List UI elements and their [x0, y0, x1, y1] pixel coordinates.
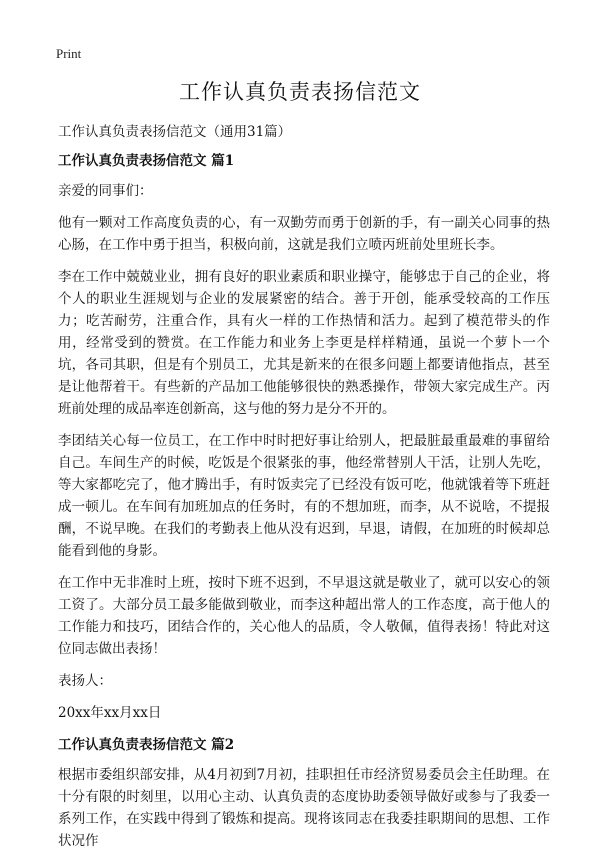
signoff: 表扬人：: [58, 673, 112, 689]
paragraph: 他有一颗对工作高度负责的心，有一双勤劳而勇于创新的手，有一副关心同事的热心肠，在工作中勇于担当，积极向前，这就是我们立喷丙班前处里班长李。: [58, 215, 550, 253]
page-title: 工作认真负责表扬信范文: [179, 80, 421, 104]
paragraph: 李在工作中兢兢业业，拥有良好的职业素质和职业操守，能够忠于自己的企业，将个人的职业生涯规划与企业的发展紧密的结合。善于开创，能承受较高的工作压力；吃苦耐劳，注重合作，具有火一样的工作热情和活力。起到了模范带头的作用，经常受到的赞赏。在工作能力和业务上李更是样样精通，虽说一个萝卜一个坑，各司其职，但是有个别员工，尤其是新来的在很多问题上都要请他指点，甚至是让他帮着干。有些新的产品加工他能够很快的熟悉操作，带领大家完成生产。丙班前处理的成品率连创新高，这与他的努力是分不开的。: [58, 269, 550, 417]
section-heading-2: 工作认真负责表扬信范文 篇2: [58, 737, 235, 753]
paragraph: 李团结关心每一位员工，在工作中时时把好事让给别人，把最脏最重最难的事留给自己。车间生产的时候，吃饭是个很紧张的事，他经常替别人干活，让别人先吃，等大家都吃完了，他才腾出手，有时饭卖完了已经没有饭可吃，他就饿着等下班赶成一顿儿。在车间有加班加点的任务时，有的不想加班，而李，从不说啥，不提报酬，不说早晚。在我们的考勤表上他从没有迟到，早退，请假，在加班的时候却总能看到他的身影。: [58, 433, 550, 559]
paragraph: 在工作中无非准时上班，按时下班不迟到，不早退这就是敬业了，就可以安心的领工资了。大部分员工最多能做到敬业，而李这种超出常人的工作态度，高于他人的工作能力和技巧，团结合作的，关心他人的品质，令人敬佩，值得表扬！特此对这位同志做出表扬！: [58, 575, 550, 657]
document-subtitle: 工作认真负责表扬信范文（通用31篇）: [58, 124, 292, 140]
section-heading-1: 工作认真负责表扬信范文 篇1: [58, 153, 235, 169]
print-label[interactable]: Print: [56, 46, 82, 61]
greeting: 亲爱的同事们：: [58, 183, 153, 199]
document-body: [58, 150, 550, 862]
paragraph: 根据市委组织部安排，从4月初到7月初，挂职担任市经济贸易委员会主任助理。在十分有限的时刻里，以用心主动、认真负责的态度协助委领导做好或参与了我委一系列工作，在实践中得到了锻炼和提高。现将该同志在我委挂职期间的思想、工作状况作: [58, 767, 550, 849]
date: 20xx年xx月xx日: [58, 705, 162, 721]
